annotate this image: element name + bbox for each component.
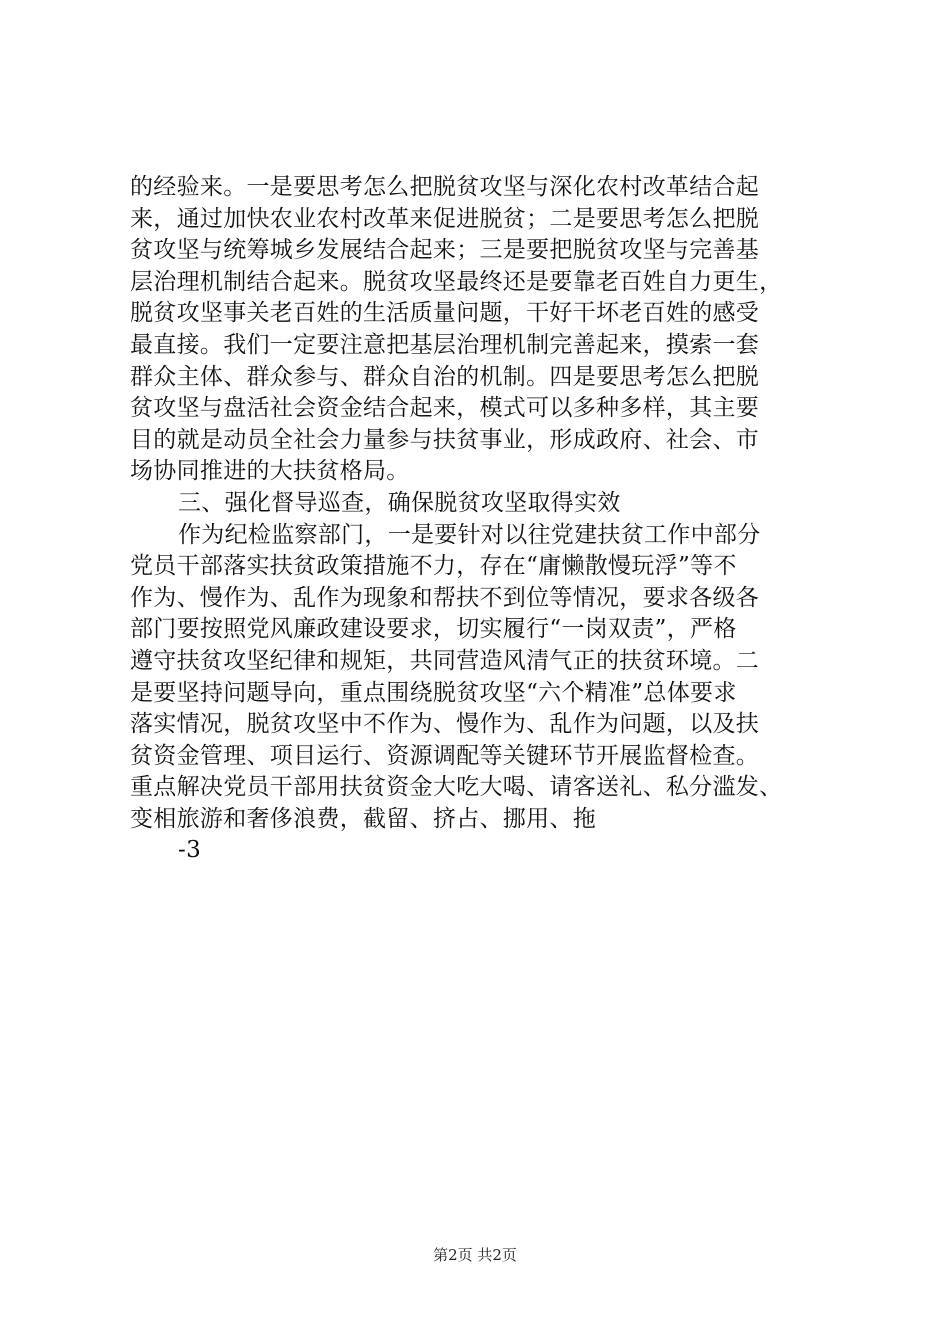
text-line: 重点解决党员干部用扶贫资金大吃大喝、请客送礼、私分滥发、 [130,774,783,801]
text-line: 遵守扶贫攻坚纪律和规矩，共同营造风清气正的扶贫环境。二 [130,647,760,674]
text-line: 来，通过加快农业农村改革来促进脱贫；二是要思考怎么把脱 [130,205,760,232]
text-line: 贫资金管理、项目运行、资源调配等关键环节开展监督检查。 [130,742,760,769]
text-line: 目的就是动员全社会力量参与扶贫事业，形成政府、社会、市 [130,426,760,453]
text-line: 变相旅游和奢侈浪费，截留、挤占、挪用、拖 [130,805,596,832]
text-line: 作为、慢作为、乱作为现象和帮扶不到位等情况，要求各级各 [130,584,760,611]
page-footer: 第2页 共2页 [433,1246,517,1264]
text-line: 群众主体、群众参与、群众自治的机制。四是要思考怎么把脱 [130,363,760,390]
text-line: 层治理机制结合起来。脱贫攻坚最终还是要靠老百姓自力更生， [130,268,783,295]
text-line: 部门要按照党风廉政建设要求，切实履行“一岗双责”，严格 [130,616,737,643]
text-line: 场协同推进的大扶贫格局。 [130,458,410,485]
section-heading: 三、强化督导巡查，确保脱贫攻坚取得实效 [178,489,621,516]
text-line: 作为纪检监察部门，一是要针对以往党建扶贫工作中部分 [178,521,761,548]
text-line: 贫攻坚与盘活社会资金结合起来，模式可以多种多样，其主要 [130,395,760,422]
text-line: 落实情况，脱贫攻坚中不作为、慢作为、乱作为问题，以及扶 [130,711,760,738]
text-line: 是要坚持问题导向，重点围绕脱贫攻坚“六个精准”总体要求 [130,679,737,706]
text-line: 党员干部落实扶贫政策措施不力，存在“庸懒散慢玩浮”等不 [130,553,737,580]
document-body [130,172,820,867]
text-line: 贫攻坚与统筹城乡发展结合起来；三是要把脱贫攻坚与完善基 [130,237,760,264]
text-line: 脱贫攻坚事关老百姓的生活质量问题，干好干坏老百姓的感受 [130,300,760,327]
page-marker: -3 [178,837,202,864]
text-line: 的经验来。一是要思考怎么把脱贫攻坚与深化农村改革结合起 [130,174,760,200]
text-line: 最直接。我们一定要注意把基层治理机制完善起来，摸索一套 [130,331,760,358]
